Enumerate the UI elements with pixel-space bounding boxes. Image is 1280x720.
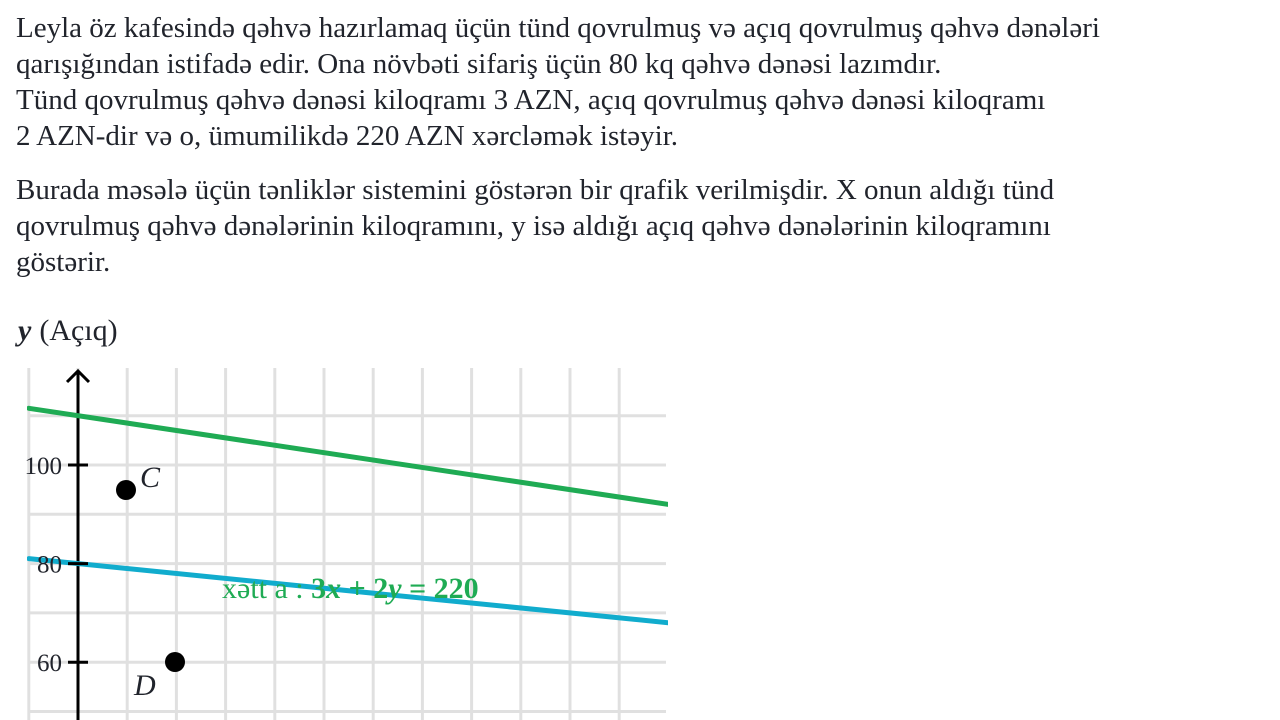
problem-text-line: qovrulmuş qəhvə dənələrinin kiloqramını, y isə aldığı açıq qəhvə dənələrinin kiloqramını — [16, 210, 1051, 242]
y-axis-unit-text: (Açıq) — [39, 314, 118, 347]
y-tick-label: 100 — [24, 453, 62, 480]
problem-paragraph-2 — [16, 172, 1266, 280]
y-axis-variable: y — [18, 314, 32, 347]
y-axis-title — [15, 314, 118, 347]
axes — [67, 371, 89, 720]
graph — [0, 300, 700, 720]
problem-text-line: Tünd qovrulmuş qəhvə dənəsi kiloqramı 3 AZN, açıq qovrulmuş qəhvə dənəsi kiloqramı — [16, 84, 1046, 116]
y-tick-label: 60 — [37, 650, 62, 678]
y-tick-label: 80 — [37, 551, 62, 579]
problem-text-line: Leyla öz kafesində qəhvə hazırlamaq üçün tünd qovrulmuş və açıq qovrulmuş qəhvə dənələri — [16, 12, 1100, 44]
point-label-C: C — [140, 461, 161, 494]
problem-text-line: göstərir. — [16, 246, 111, 278]
point-label-D: D — [134, 669, 156, 702]
point-D — [165, 652, 185, 672]
line-a-label: xətt a : 3x + 2y = 220 — [222, 572, 479, 605]
problem-paragraph-1 — [16, 10, 1266, 154]
point-C — [116, 480, 136, 500]
line-a-label-prefix: xətt a : — [222, 572, 312, 605]
problem-text-line: Burada məsələ üçün tənliklər sistemini göstərən bir qrafik verilmişdir. X onun aldığı tünd — [16, 174, 1055, 206]
problem-text-line: qarışığından istifadə edir. Ona növbəti sifariş üçün 80 kq qəhvə dənəsi lazımdır. — [16, 48, 942, 80]
problem-text-line: 2 AZN-dir və o, ümumilikdə 220 AZN xərcləmək istəyir. — [16, 120, 679, 152]
